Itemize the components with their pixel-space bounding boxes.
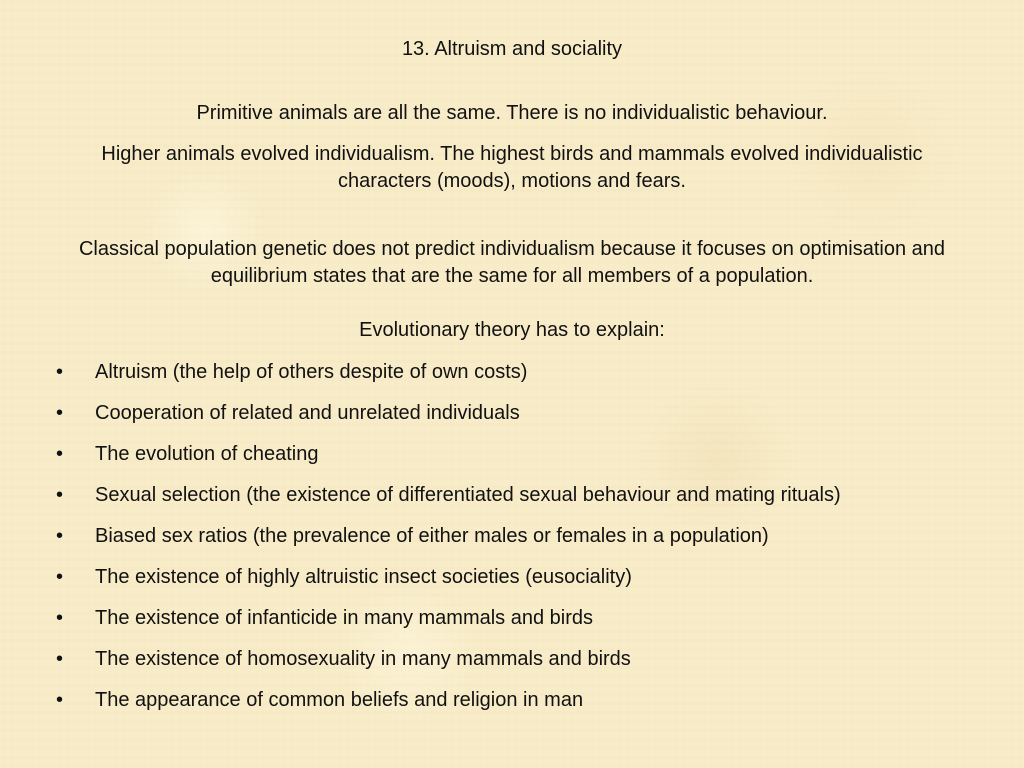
higher-animals-paragraph: Higher animals evolved individualism. The highest birds and mammals evolved individualistic characters (moods), motions and fears. xyxy=(101,143,923,192)
list-item xyxy=(0,562,1024,603)
list-item xyxy=(0,521,1024,562)
list-item-text: Cooperation of related and unrelated individuals xyxy=(95,402,520,424)
list-item-text: The existence of highly altruistic insect societies (eusociality) xyxy=(95,566,632,588)
list-item-text: The existence of infanticide in many mammals and birds xyxy=(95,607,594,629)
bullet-icon: • xyxy=(56,689,64,711)
slide-title: 13. Altruism and sociality xyxy=(401,38,623,60)
list-item xyxy=(0,439,1024,480)
bullet-icon: • xyxy=(56,484,64,506)
bullet-icon: • xyxy=(56,361,64,383)
list-item-text: Altruism (the help of others despite of own costs) xyxy=(95,361,528,383)
list-item xyxy=(0,603,1024,644)
bullet-icon: • xyxy=(56,566,64,588)
bullet-icon: • xyxy=(56,525,64,547)
list-item xyxy=(0,685,1024,726)
list-item xyxy=(0,398,1024,439)
bullet-icon: • xyxy=(56,607,64,629)
list-item-text: Sexual selection (the existence of differentiated sexual behaviour and mating rituals) xyxy=(95,484,841,506)
bullet-icon: • xyxy=(56,443,64,465)
bullet-icon: • xyxy=(56,648,64,670)
list-item xyxy=(0,644,1024,685)
list-item xyxy=(0,357,1024,398)
explanation-list xyxy=(0,357,1024,726)
list-item-text: The appearance of common beliefs and religion in man xyxy=(95,689,584,711)
list-item-text: The evolution of cheating xyxy=(95,443,319,465)
population-genetics-paragraph: Classical population genetic does not predict individualism because it focuses on optimisation and equilibrium states that are the same for all members of a population. xyxy=(78,238,946,287)
list-heading: Evolutionary theory has to explain: xyxy=(359,319,665,341)
list-item-text: Biased sex ratios (the prevalence of either males or females in a population) xyxy=(95,525,769,547)
list-item-text: The existence of homosexuality in many mammals and birds xyxy=(95,648,631,670)
bullet-icon: • xyxy=(56,402,64,424)
intro-paragraph: Primitive animals are all the same. There is no individualistic behaviour. xyxy=(196,102,828,124)
list-item xyxy=(0,480,1024,521)
